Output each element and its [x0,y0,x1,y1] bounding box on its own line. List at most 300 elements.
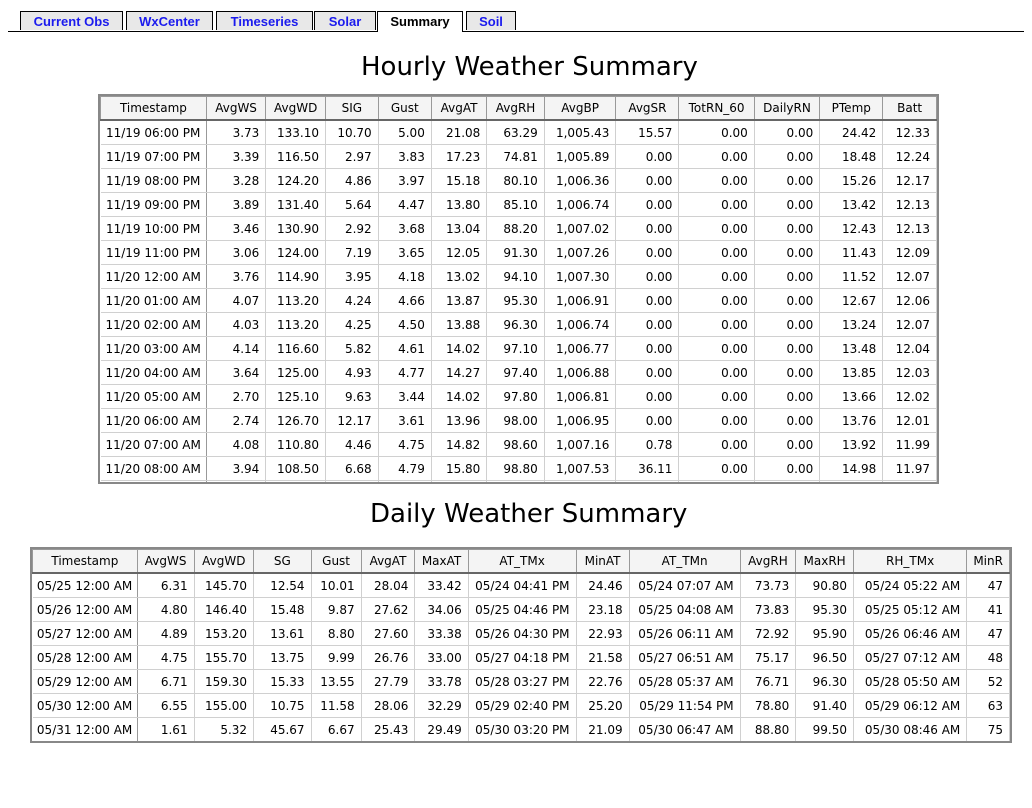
table-cell: 131.40 [266,193,326,217]
table-row[interactable] [101,265,937,289]
column-header[interactable]: MaxRH [796,550,854,574]
table-cell: 12.02 [883,385,937,409]
table-cell: 4.75 [378,433,431,457]
table-cell: 0.00 [754,337,819,361]
table-cell: 76.71 [740,670,796,694]
table-cell: 5.64 [326,193,379,217]
table-cell: 96.50 [796,646,854,670]
table-row[interactable] [101,241,937,265]
table-row[interactable] [101,409,937,433]
table-row[interactable] [101,289,937,313]
table-cell: 0.00 [679,241,754,265]
table-cell: 12.24 [883,145,937,169]
table-cell: 29.49 [415,718,468,742]
column-header[interactable]: AT_TMx [468,550,576,574]
table-cell: 4.66 [378,289,431,313]
table-cell: 0.00 [679,265,754,289]
table-cell: 0.00 [616,385,679,409]
table-row[interactable] [101,433,937,457]
table-cell: 11.58 [311,694,361,718]
column-header[interactable]: SG [254,550,312,574]
column-header[interactable]: AvgAT [431,97,486,121]
table-cell: 3.76 [206,265,265,289]
table-cell: 3.97 [378,169,431,193]
tab-wxcenter[interactable]: WxCenter [126,11,213,30]
table-cell: 4.75 [137,646,194,670]
column-header[interactable]: Batt [883,97,937,121]
table-cell: 11/20 06:00 AM [101,409,207,433]
table-cell: 05/27 04:18 PM [468,646,576,670]
table-cell: 73.83 [740,598,796,622]
table-cell: 11/20 12:00 AM [101,265,207,289]
table-cell: 4.47 [378,193,431,217]
table-cell: 0.00 [679,289,754,313]
table-row[interactable] [101,337,937,361]
column-header[interactable]: AvgBP [544,97,616,121]
table-row[interactable] [101,457,937,481]
table-cell: 05/31 12:00 AM [33,718,138,742]
table-cell: 11/20 03:00 AM [101,337,207,361]
table-cell: 11/19 10:00 PM [101,217,207,241]
table-row[interactable] [101,120,937,145]
table-cell: 0.00 [679,409,754,433]
table-cell: 155.00 [194,694,253,718]
table-cell: 4.25 [326,313,379,337]
table-cell: 74.81 [487,145,544,169]
table-cell: 05/30 06:47 AM [629,718,740,742]
table-cell: 85.10 [487,193,544,217]
column-header[interactable]: AvgWS [206,97,265,121]
table-cell: 2.97 [326,145,379,169]
table-cell: 2.74 [206,409,265,433]
table-cell: 33.42 [415,573,468,598]
table-cell: 75.17 [740,646,796,670]
table-cell: 11/19 09:00 PM [101,193,207,217]
table-cell: 133.10 [266,120,326,145]
table-cell: 0.00 [679,337,754,361]
table-cell: 13.87 [431,289,486,313]
table-cell: 0.00 [679,169,754,193]
table-cell: 3.28 [206,169,265,193]
table-cell: 0.78 [616,433,679,457]
table-cell: 13.88 [431,313,486,337]
column-header[interactable]: DailyRN [754,97,819,121]
table-cell: 52 [967,670,1010,694]
column-header[interactable]: TotRN_60 [679,97,754,121]
table-cell: 8.80 [311,622,361,646]
table-cell: 05/26 06:46 AM [853,622,966,646]
tab-current-obs[interactable]: Current Obs [20,11,123,30]
table-cell: 6.68 [326,457,379,481]
table-cell: 0.00 [616,145,679,169]
hourly-summary-table[interactable] [98,94,939,484]
table-cell: 05/27 12:00 AM [33,622,138,646]
column-header[interactable]: AvgWD [194,550,253,574]
table-cell: 14.98 [820,457,883,481]
table-cell: 10.75 [254,694,312,718]
table-cell: 11/20 05:00 AM [101,385,207,409]
table-cell: 5.82 [326,337,379,361]
column-header[interactable]: Timestamp [101,97,207,121]
table-cell: 1,005.89 [544,145,616,169]
table-cell: 3.68 [378,217,431,241]
table-cell: 4.79 [378,457,431,481]
table-cell: 32.29 [415,694,468,718]
table-cell: 0.00 [616,265,679,289]
table-cell: 3.61 [378,409,431,433]
table-cell: 0.00 [616,169,679,193]
table-cell: 13.96 [431,409,486,433]
table-cell: 78.80 [740,694,796,718]
table-cell: 13.04 [431,217,486,241]
table-cell: 11.97 [883,457,937,481]
daily-summary-title: Daily Weather Summary [370,499,688,529]
table-cell: 4.86 [326,169,379,193]
column-header[interactable]: SIG [326,97,379,121]
table-row[interactable] [33,622,1010,646]
table-cell: 3.89 [206,193,265,217]
table-cell: 12.04 [883,337,937,361]
table-cell: 13.85 [820,361,883,385]
table-cell: 11/20 01:00 AM [101,289,207,313]
table-cell: 0.00 [616,289,679,313]
table-cell: 97.40 [487,361,544,385]
table-cell: 4.61 [378,337,431,361]
table-cell: 05/25 04:46 PM [468,598,576,622]
column-header[interactable]: AT_TMn [629,550,740,574]
table-cell: 3.46 [206,217,265,241]
column-header[interactable]: Gust [311,550,361,574]
table-row[interactable] [33,598,1010,622]
table-cell: 18.48 [820,145,883,169]
table-cell: 13.75 [254,646,312,670]
table-cell: 3.94 [206,457,265,481]
table-cell: 96.30 [487,313,544,337]
table-cell: 4.50 [378,313,431,337]
column-header[interactable]: PTemp [820,97,883,121]
table-cell: 05/26 04:30 PM [468,622,576,646]
table-cell: 4.07 [206,289,265,313]
table-cell: 159.30 [194,670,253,694]
table-cell: 05/30 08:46 AM [853,718,966,742]
table-cell: 1,005.43 [544,120,616,145]
table-cell: 05/30 12:00 AM [33,694,138,718]
table-row[interactable] [101,169,937,193]
table-cell: 80.10 [487,169,544,193]
table-cell: 73.73 [740,573,796,598]
table-cell: 3.39 [206,145,265,169]
column-header[interactable]: MaxAT [415,550,468,574]
table-cell: 12.01 [883,409,937,433]
table-cell: 2.92 [326,217,379,241]
table-cell: 95.30 [796,598,854,622]
column-header[interactable]: AvgSR [616,97,679,121]
table-cell: 33.78 [415,670,468,694]
column-header[interactable]: MinAT [576,550,629,574]
table-cell: 113.20 [266,289,326,313]
daily-summary-table[interactable] [30,547,1012,743]
table-cell: 116.50 [266,145,326,169]
table-cell: 1,006.74 [544,313,616,337]
table-cell: 34.06 [415,598,468,622]
table-cell: 13.80 [431,193,486,217]
table-cell: 05/24 05:22 AM [853,573,966,598]
table-cell: 0.00 [679,361,754,385]
table-cell: 0.00 [679,193,754,217]
tab-bar [8,0,1024,32]
table-row[interactable] [101,145,937,169]
table-cell: 88.20 [487,217,544,241]
table-cell: 1,006.81 [544,385,616,409]
table-cell: 0.00 [679,433,754,457]
table-cell: 12.17 [883,169,937,193]
table-cell: 0.00 [754,385,819,409]
table-cell: 4.46 [326,433,379,457]
table-cell: 14.82 [431,433,486,457]
table-cell: 14.27 [431,361,486,385]
table-cell: 6.67 [311,718,361,742]
table-cell: 24.42 [820,120,883,145]
table-cell: 0.00 [754,169,819,193]
tab-timeseries[interactable]: Timeseries [216,11,313,30]
table-cell: 05/28 03:27 PM [468,670,576,694]
table-row[interactable] [101,193,937,217]
hourly-summary-title: Hourly Weather Summary [361,52,698,82]
table-row[interactable] [33,573,1010,598]
table-cell: 12.33 [883,120,937,145]
table-cell: 3.65 [378,241,431,265]
table-cell: 0.00 [616,313,679,337]
table-cell: 13.55 [311,670,361,694]
table-cell: 0.00 [754,409,819,433]
table-cell: 05/28 12:00 AM [33,646,138,670]
table-cell: 12.07 [883,313,937,337]
column-header[interactable]: AvgWD [266,97,326,121]
table-cell: 4.14 [206,337,265,361]
table-cell: 6.31 [137,573,194,598]
table-cell: 10.70 [326,120,379,145]
column-header[interactable]: AvgWS [137,550,194,574]
table-cell: 12.03 [883,361,937,385]
table-cell: 0.00 [616,241,679,265]
column-header[interactable]: Gust [378,97,431,121]
column-header[interactable]: AvgRH [487,97,544,121]
table-cell: 27.79 [361,670,415,694]
table-cell: 1,006.74 [544,193,616,217]
table-cell: 05/26 06:11 AM [629,622,740,646]
table-cell: 05/25 05:12 AM [853,598,966,622]
table-cell: 116.60 [266,337,326,361]
table-cell: 0.00 [754,217,819,241]
table-cell: 11.52 [820,265,883,289]
table-cell: 130.90 [266,217,326,241]
table-cell: 0.00 [754,193,819,217]
table-row[interactable] [33,670,1010,694]
table-cell: 110.80 [266,433,326,457]
table-cell: 13.92 [820,433,883,457]
table-cell: 05/28 05:50 AM [853,670,966,694]
table-cell: 3.06 [206,241,265,265]
table-cell: 28.06 [361,694,415,718]
table-cell: 26.76 [361,646,415,670]
table-cell: 05/26 12:00 AM [33,598,138,622]
column-header[interactable]: RH_TMx [853,550,966,574]
table-cell: 98.80 [487,457,544,481]
table-cell: 27.62 [361,598,415,622]
tab-summary[interactable]: Summary [377,11,463,32]
table-cell: 27.60 [361,622,415,646]
table-cell: 11/19 07:00 PM [101,145,207,169]
table-cell: 25.20 [576,694,629,718]
table-cell: 0.00 [616,409,679,433]
table-cell: 98.00 [487,409,544,433]
column-header[interactable]: AvgRH [740,550,796,574]
table-cell: 95.30 [487,289,544,313]
table-cell: 1,006.36 [544,169,616,193]
table-cell: 97.80 [487,385,544,409]
table-cell: 11/20 08:00 AM [101,457,207,481]
table-cell: 13.02 [431,265,486,289]
table-cell: 14.02 [431,337,486,361]
table-cell: 15.18 [431,169,486,193]
table-cell: 05/25 12:00 AM [33,573,138,598]
table-cell: 12.54 [254,573,312,598]
table-row[interactable] [101,313,937,337]
table-cell: 88.80 [740,718,796,742]
table-cell: 10.01 [311,573,361,598]
table-cell: 05/24 07:07 AM [629,573,740,598]
table-cell: 41 [967,598,1010,622]
table-cell: 1,006.77 [544,337,616,361]
table-cell: 15.26 [820,169,883,193]
table-cell: 97.10 [487,337,544,361]
table-cell: 05/29 12:00 AM [33,670,138,694]
table-cell: 3.73 [206,120,265,145]
table-cell: 12.09 [883,241,937,265]
table-cell: 1,006.88 [544,361,616,385]
tab-solar[interactable]: Solar [314,11,376,30]
table-cell: 1,007.53 [544,457,616,481]
table-cell: 11/19 06:00 PM [101,120,207,145]
table-cell: 125.00 [266,361,326,385]
table-cell: 4.77 [378,361,431,385]
table-cell: 17.23 [431,145,486,169]
table-row[interactable] [33,646,1010,670]
table-cell: 99.50 [796,718,854,742]
table-cell: 2.70 [206,385,265,409]
table-cell: 126.70 [266,409,326,433]
table-cell: 05/30 03:20 PM [468,718,576,742]
table-cell: 0.00 [754,457,819,481]
table-cell: 21.08 [431,120,486,145]
table-cell: 124.00 [266,241,326,265]
table-cell: 1,007.30 [544,265,616,289]
table-cell: 05/28 05:37 AM [629,670,740,694]
table-cell: 1,007.26 [544,241,616,265]
table-row[interactable] [101,361,937,385]
table-cell: 124.20 [266,169,326,193]
table-cell: 15.57 [616,120,679,145]
table-cell: 05/25 04:08 AM [629,598,740,622]
table-cell: 13.66 [820,385,883,409]
table-cell: 9.99 [311,646,361,670]
table-cell: 155.70 [194,646,253,670]
table-cell: 0.00 [754,433,819,457]
table-cell: 13.76 [820,409,883,433]
table-cell: 0.00 [616,361,679,385]
table-cell: 113.20 [266,313,326,337]
table-cell: 0.00 [754,313,819,337]
table-cell: 11.99 [883,433,937,457]
table-cell: 125.10 [266,385,326,409]
table-cell: 0.00 [679,457,754,481]
table-cell: 12.17 [326,409,379,433]
table-cell: 3.95 [326,265,379,289]
table-cell: 0.00 [679,120,754,145]
column-header[interactable]: MinR [967,550,1010,574]
table-row[interactable] [33,718,1010,742]
tab-soil[interactable]: Soil [466,11,516,30]
table-cell: 11/20 07:00 AM [101,433,207,457]
table-cell: 145.70 [194,573,253,598]
table-cell: 11/20 04:00 AM [101,361,207,385]
table-cell: 22.76 [576,670,629,694]
table-cell: 05/27 06:51 AM [629,646,740,670]
table-cell: 114.90 [266,265,326,289]
table-row-partial [101,481,937,485]
table-cell: 4.80 [137,598,194,622]
table-row-partial [33,742,1010,744]
table-cell: 108.50 [266,457,326,481]
table-cell: 12.06 [883,289,937,313]
table-cell: 153.20 [194,622,253,646]
table-cell: 05/24 04:41 PM [468,573,576,598]
table-cell: 15.48 [254,598,312,622]
table-cell: 4.89 [137,622,194,646]
table-cell: 13.42 [820,193,883,217]
table-cell: 63.29 [487,120,544,145]
table-cell: 4.08 [206,433,265,457]
table-cell: 0.00 [616,193,679,217]
table-cell: 36.11 [616,457,679,481]
table-cell: 12.13 [883,217,937,241]
table-cell: 12.05 [431,241,486,265]
column-header[interactable]: AvgAT [361,550,415,574]
table-cell: 63 [967,694,1010,718]
table-cell: 91.40 [796,694,854,718]
table-cell: 05/27 07:12 AM [853,646,966,670]
table-cell: 3.64 [206,361,265,385]
table-row[interactable] [101,385,937,409]
table-cell: 1,007.02 [544,217,616,241]
table-cell: 0.00 [616,337,679,361]
table-cell: 47 [967,573,1010,598]
table-cell: 13.61 [254,622,312,646]
table-cell: 11.43 [820,241,883,265]
table-cell: 13.48 [820,337,883,361]
table-cell: 21.09 [576,718,629,742]
column-header[interactable]: Timestamp [33,550,138,574]
table-cell: 4.18 [378,265,431,289]
table-row[interactable] [101,217,937,241]
table-row[interactable] [33,694,1010,718]
table-cell: 4.93 [326,361,379,385]
table-cell: 146.40 [194,598,253,622]
table-cell: 12.67 [820,289,883,313]
table-cell: 9.87 [311,598,361,622]
table-cell: 25.43 [361,718,415,742]
table-cell: 22.93 [576,622,629,646]
